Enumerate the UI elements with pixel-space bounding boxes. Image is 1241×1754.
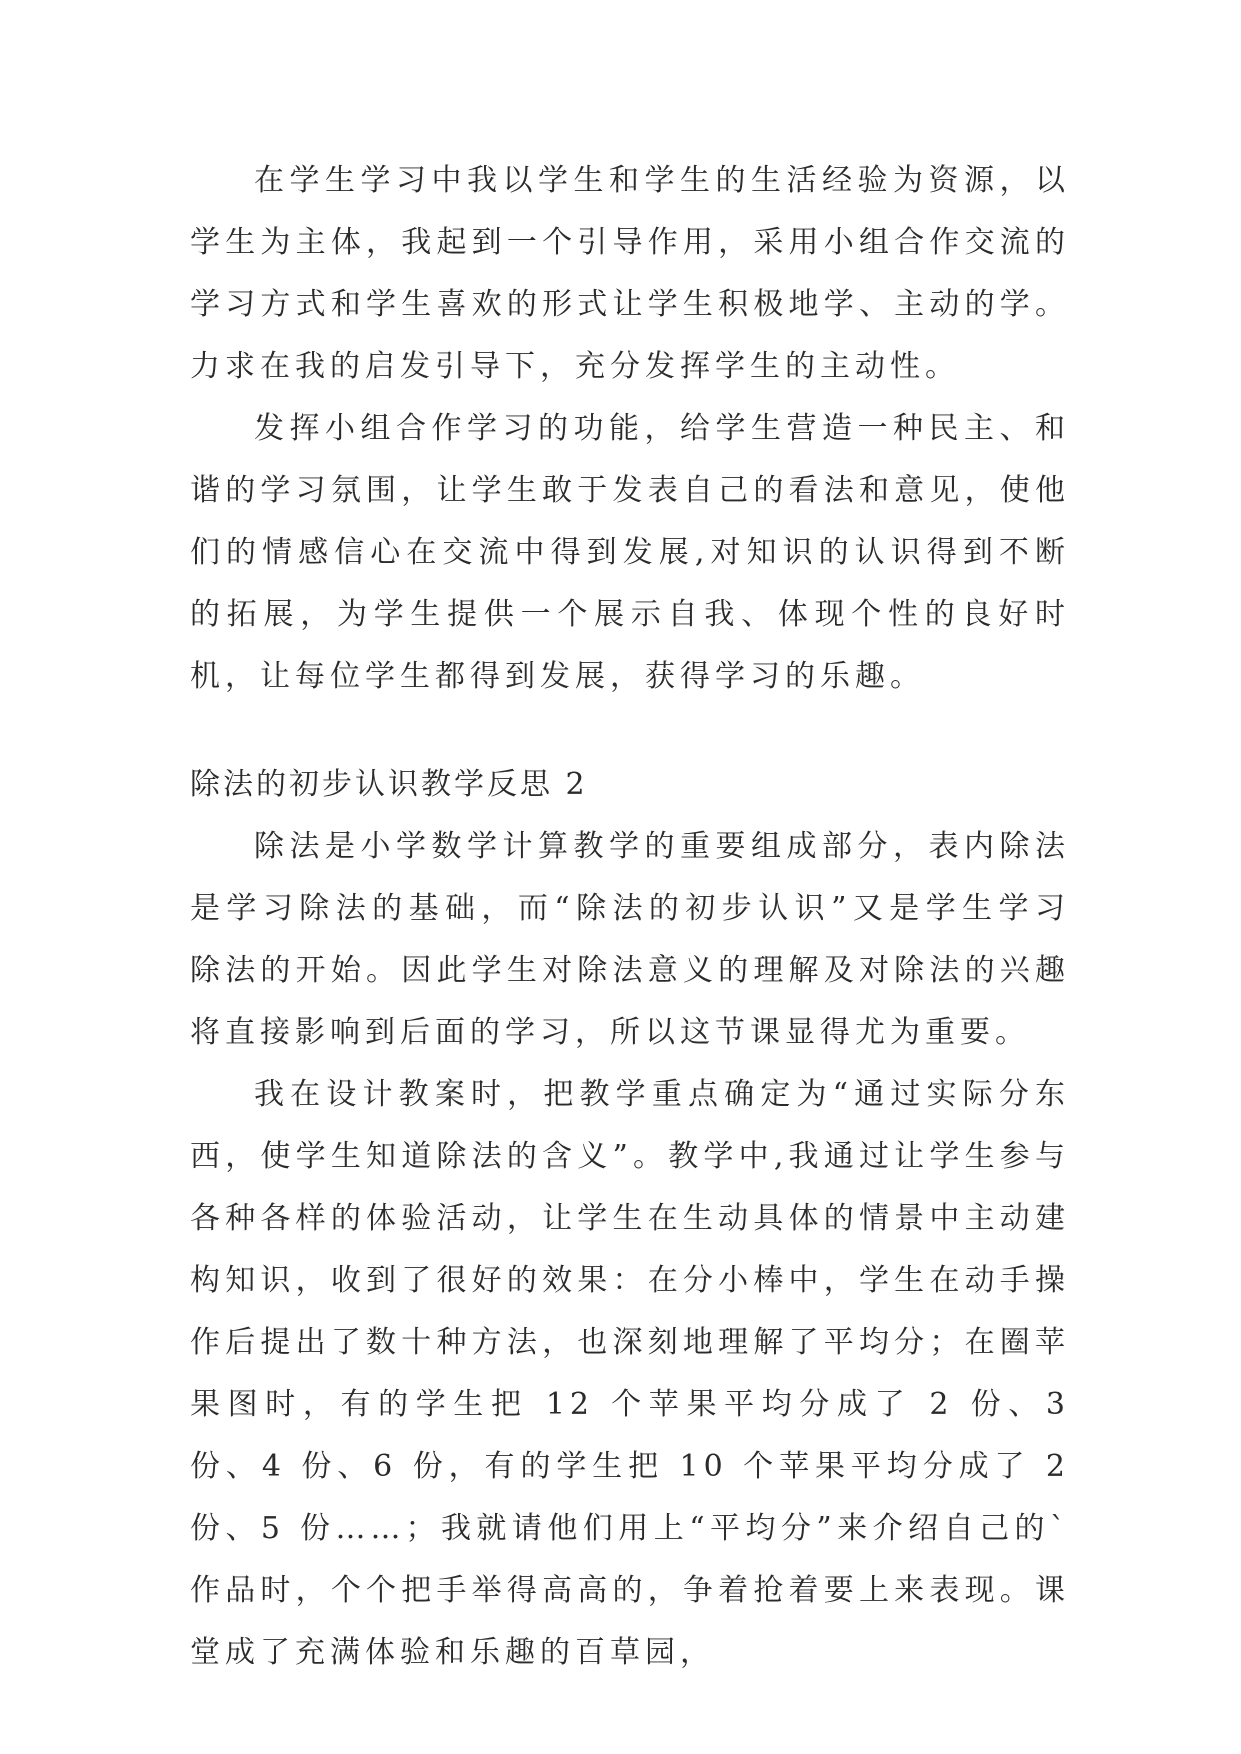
body-paragraph-1: 在学生学习中我以学生和学生的生活经验为资源，以学生为主体，我起到一个引导作用，采用小组合作交流的学习方式和学生喜欢的形式让学生积极地学、主动的学。力求在我的启发引导下，充分发挥学生的主动性。 <box>190 163 1070 384</box>
document-body <box>190 150 1070 1684</box>
body-paragraph-2: 发挥小组合作学习的功能，给学生营造一种民主、和谐的学习氛围，让学生敢于发表自己的看法和意见，使他们的情感信心在交流中得到发展,对知识的认识得到不断的拓展，为学生提供一个展示自我、体现个性的良好时机，让每位学生都得到发展，获得学习的乐趣。 <box>190 411 1070 694</box>
body-paragraph-3: 除法是小学数学计算教学的重要组成部分，表内除法是学习除法的基础，而“除法的初步认识”又是学生学习除法的开始。因此学生对除法意义的理解及对除法的兴趣将直接影响到后面的学习，所以这节课显得尤为重要。 <box>190 829 1070 1050</box>
section-heading: 除法的初步认识教学反思 2 <box>190 767 588 802</box>
body-paragraph-4: 我在设计教案时，把教学重点确定为“通过实际分东西，使学生知道除法的含义”。教学中,我通过让学生参与各种各样的体验活动，让学生在生动具体的情景中主动建构知识，收到了很好的效果：在分小棒中，学生在动手操作后提出了数十种方法，也深刻地理解了平均分；在圈苹果图时，有的学生把 12 个苹果平均分成了 2 份、3 份、4 份、6 份，有的学生把 10 个苹果平均分成了 2 份、5 份……；我就请他们用上“平均分”来介绍自己的`作品时，个个把手举得高高的，争着抢着要上来表现。课堂成了充满体验和乐趣的百草园， <box>190 1077 1070 1670</box>
